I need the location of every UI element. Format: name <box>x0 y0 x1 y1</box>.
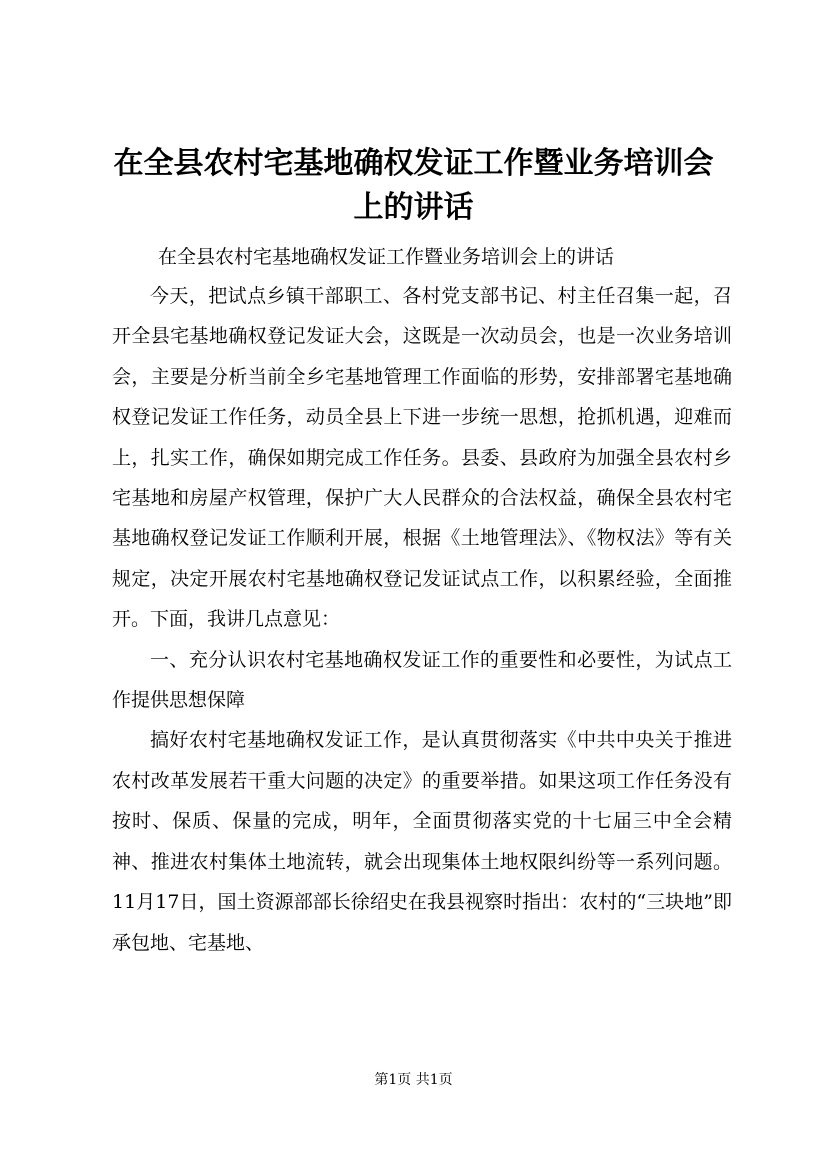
document-title: 在全县农村宅基地确权发证工作暨业务培训会上的讲话 <box>113 146 714 225</box>
section-heading-1: 一、充分认识农村宅基地确权发证工作的重要性和必要性，为试点工作提供思想保障 <box>112 648 732 712</box>
document-body <box>112 238 732 963</box>
page-footer: 第1页 共1页 <box>374 1072 453 1088</box>
paragraph-section-1: 搞好农村宅基地确权发证工作，是认真贯彻落实《中共中央关于推进农村改革发展若干重大问题的决定》的重要举措。如果这项工作任务没有按时、保质、保量的完成，明年，全面贯彻落实党的十七届三中全会精神、推进农村集体土地流转，就会出现集体土地权限纠纷等一系列问题。11月17日，国土资源部部长徐绍史在我县视察时指出：农村的“三块地”即承包地、宅基地、 <box>112 729 732 954</box>
document-subtitle: 在全县农村宅基地确权发证工作暨业务培训会上的讲话 <box>158 246 615 268</box>
paragraph-intro: 今天，把试点乡镇干部职工、各村党支部书记、村主任召集一起，召开全县宅基地确权登记发证大会，这既是一次动员会，也是一次业务培训会，主要是分析当前全乡宅基地管理工作面临的形势，安排部署宅基地确权登记发证工作任务，动员全县上下进一步统一思想，抢抓机遇，迎难而上，扎实工作，确保如期完成工作任务。县委、县政府为加强全县农村乡宅基地和房屋产权管理，保护广大人民群众的合法权益，确保全县农村宅基地确权登记发证工作顺利开展，根据《土地管理法》、《物权法》等有关规定，决定开展农村宅基地确权登记发证试点工作，以积累经验，全面推开。下面，我讲几点意见： <box>112 285 732 631</box>
